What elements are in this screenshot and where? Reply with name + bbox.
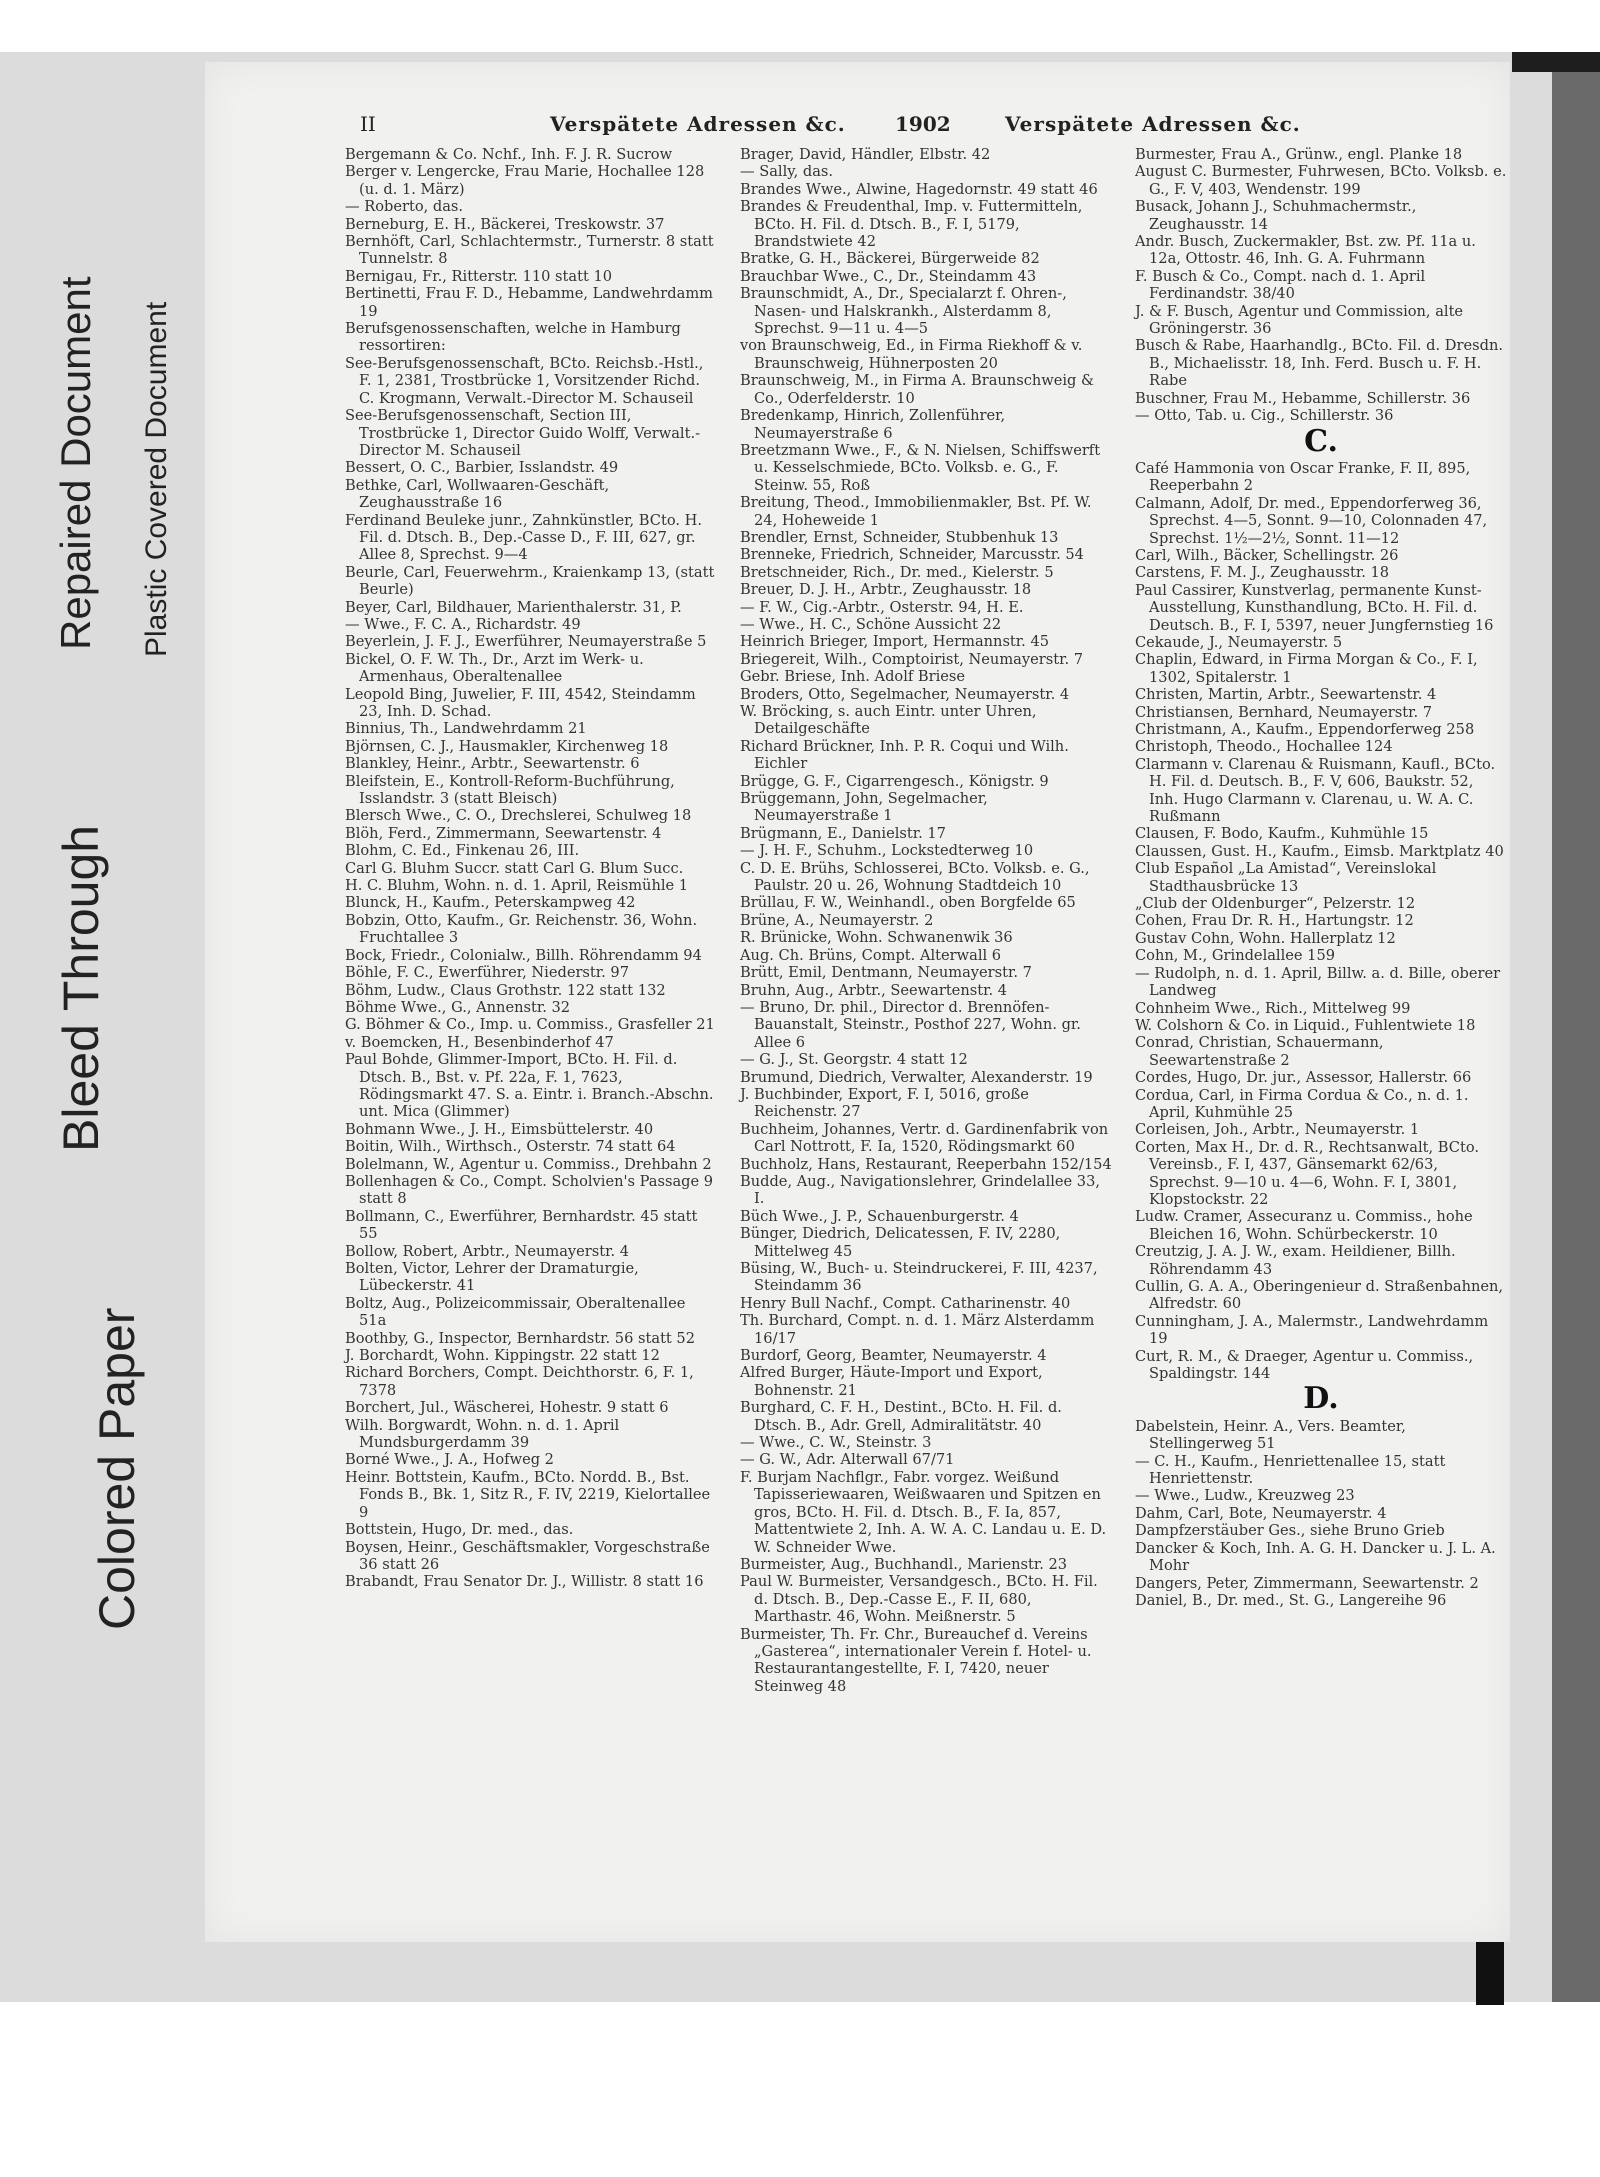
directory-entry: Carstens, F. M. J., Zeughausstr. 18 (1135, 564, 1390, 582)
directory-entry: Christen, Martin, Arbtr., Seewartenstr. 4 (1135, 686, 1437, 704)
directory-entry: Burmester, Frau A., Grünw., engl. Planke 18 (1135, 146, 1463, 163)
directory-entry: Ludw. Cramer, Assecuranz u. Commiss., hohe Bleichen 16, Wohn. Schürbeckerstr. 10 (1135, 1208, 1473, 1243)
directory-entry: Brüne, A., Neumayerstr. 2 (740, 911, 934, 929)
directory-entry: Aug. Ch. Brüns, Compt. Alterwall 6 (740, 946, 1002, 964)
directory-entry: Henry Bull Nachf., Compt. Catharinenstr. 40 (740, 1294, 1071, 1312)
section-heading-d: D. (1303, 1381, 1339, 1417)
directory-entry: Bock, Friedr., Colonialw., Billh. Röhrendamm 94 (345, 946, 702, 964)
directory-entry: Paul Bohde, Glimmer-Import, BCto. H. Fil. d. Dtsch. B., Bst. v. Pf. 22a, F. 1, 7623, Rödingsmarkt 47. S. a. Eintr. i. Branch.-Abschn. unt. Mica (Glimmer) (345, 1051, 714, 1121)
directory-entry: Blersch Wwe., C. O., Drechslerei, Schulweg 18 (345, 807, 692, 825)
column-1 (345, 146, 717, 1591)
header-title-left: Verspätete Adressen &c. (550, 112, 846, 136)
directory-entry: Buchheim, Johannes, Vertr. d. Gardinenfabrik von Carl Nottrott, F. Ia, 1520, Rödingsmarkt 60 (740, 1120, 1109, 1156)
directory-entry: J. Borchardt, Wohn. Kippingstr. 22 statt 12 (345, 1347, 660, 1365)
directory-entry: Brütt, Emil, Dentmann, Neumayerstr. 7 (740, 964, 1032, 982)
directory-entry: Corleisen, Joh., Arbtr., Neumayerstr. 1 (1135, 1121, 1420, 1139)
directory-entry: See-Berufsgenossenschaft, Section III, Trostbrücke 1, Director Guido Wolff, Verwalt.-Director M. Schauseil (345, 407, 701, 459)
directory-entry: Breitung, Theod., Immobilienmakler, Bst. Pf. W. 24, Hoheweide 1 (740, 494, 1092, 529)
directory-entry: Burdorf, Georg, Beamter, Neumayerstr. 4 (740, 1347, 1047, 1365)
directory-entry: Bollow, Robert, Arbtr., Neumayerstr. 4 (345, 1242, 630, 1260)
scan-edge-right (1552, 72, 1600, 2002)
directory-entry: v. Boemcken, H., Besenbinderhof 47 (345, 1033, 614, 1051)
directory-entry: Binnius, Th., Landwehrdamm 21 (345, 720, 587, 738)
label-colored-paper: Colored Paper (89, 1307, 145, 1630)
directory-entry: Berger v. Lengercke, Frau Marie, Hochallee 128 (u. d. 1. März) (345, 163, 705, 198)
directory-entry: Bottstein, Hugo, Dr. med., das. (345, 1521, 574, 1539)
directory-entry: See-Berufsgenossenschaft, BCto. Reichsb.-Hstl., F. 1, 2381, Trostbrücke 1, Vorsitzender Richd. C. Krogmann, Verwalt.-Director M. Schauseil (345, 354, 704, 407)
directory-entry: Büch Wwe., J. P., Schauenburgerstr. 4 (740, 1207, 1019, 1225)
directory-entry: Richard Brückner, Inh. P. R. Coqui und Wilh. Eichler (740, 737, 1069, 773)
directory-entry: Bredenkamp, Hinrich, Zollenführer, Neumayerstraße 6 (740, 407, 1006, 442)
directory-entry: — Wwe., C. W., Steinstr. 3 (740, 1434, 932, 1452)
directory-entry: — C. H., Kaufm., Henriettenallee 15, statt Henriettenstr. (1135, 1452, 1446, 1488)
directory-entry: Cullin, G. A. A., Oberingenieur d. Straßenbahnen, Alfredstr. 60 (1135, 1278, 1504, 1313)
directory-entry: Broders, Otto, Segelmacher, Neumayerstr. 4 (740, 685, 1070, 703)
directory-entry: Beyer, Carl, Bildhauer, Marienthalerstr. 31, P. (345, 598, 682, 616)
directory-entry: F. Burjam Nachflgr., Fabr. vorgez. Weißund Tapisseriewaaren, Weißwaaren und Spitzen en gros, BCto. H. Fil. d. Dtsch. B., F. Ia, 857, Mattentwiete 2, Inh. A. W. A. C. Landau u. E. D. W. Schneider Wwe. (740, 1468, 1107, 1556)
directory-entry: Cohnheim Wwe., Rich., Mittelweg 99 (1135, 999, 1411, 1017)
column-2 (740, 146, 1112, 1695)
directory-entry: Beurle, Carl, Feuerwehrm., Kraienkamp 13, (statt Beurle) (345, 563, 715, 599)
directory-entry: Corten, Max H., Dr. d. R., Rechtsanwalt, BCto. Vereinsb., F. I, 437, Gänsemarkt 62/63, Sprechst. 9—10 u. 4—6, Wohn. F. I, 3801, Klopstockstr. 22 (1135, 1138, 1479, 1208)
directory-entry: — F. W., Cig.-Arbtr., Osterstr. 94, H. E. (740, 598, 1024, 616)
directory-entry: Bobzin, Otto, Kaufm., Gr. Reichenstr. 36, Wohn. Fruchtallee 3 (345, 911, 698, 947)
document-page (205, 62, 1510, 1942)
directory-entry: — Bruno, Dr. phil., Director d. Brennöfen-Bauanstalt, Steinstr., Posthof 227, Wohn. gr. Allee 6 (740, 998, 1081, 1051)
label-repaired-document: Repaired Document (52, 276, 99, 650)
directory-entry: Brauchbar Wwe., C., Dr., Steindamm 43 (740, 267, 1037, 285)
directory-entry: Dabelstein, Heinr. A., Vers. Beamter, Stellingerweg 51 (1135, 1417, 1406, 1453)
directory-entry: — Sally, das. (740, 163, 834, 181)
directory-entry: Böhm, Ludw., Claus Grothstr. 122 statt 132 (345, 981, 666, 999)
directory-entry: Bünger, Diedrich, Delicatessen, F. IV, 2280, Mittelweg 45 (740, 1225, 1061, 1260)
directory-entry: C. D. E. Brühs, Schlosserei, BCto. Volksb. e. G., Paulstr. 20 u. 26, Wohnung Stadtdeich 10 (740, 859, 1090, 895)
directory-entry: Club Español „La Amistad“, Vereinslokal Stadthausbrücke 13 (1135, 860, 1437, 895)
directory-entry: Heinr. Bottstein, Kaufm., BCto. Nordd. B., Bst. Fonds B., Bk. 1, Sitz R., F. IV, 2219, Kielortallee 9 (345, 1468, 711, 1521)
directory-entry: Brandes & Freudenthal, Imp. v. Futtermitteln, BCto. H. Fil. d. Dtsch. B., F. I, 5179, Brandstwiete 42 (740, 198, 1083, 251)
directory-entry: Chaplin, Edward, in Firma Morgan & Co., F. I, 1302, Spitalerstr. 1 (1135, 651, 1478, 686)
directory-entry: J. Buchbinder, Export, F. I, 5016, große Reichenstr. 27 (740, 1085, 1029, 1121)
directory-entry: Dahm, Carl, Bote, Neumayerstr. 4 (1135, 1504, 1387, 1522)
directory-entry: — G. W., Adr. Alterwall 67/71 (740, 1451, 955, 1469)
column-3-b-entries (1135, 146, 1507, 425)
directory-entry: Bretschneider, Rich., Dr. med., Kielerstr. 5 (740, 563, 1054, 581)
directory-entry: Bollmann, C., Ewerführer, Bernhardstr. 45 statt 55 (345, 1207, 698, 1243)
directory-entry: Carl, Wilh., Bäcker, Schellingstr. 26 (1135, 546, 1399, 564)
label-bleed-through: Bleed Through (53, 824, 109, 1152)
directory-entry: Wilh. Borgwardt, Wohn. n. d. 1. April Mundsburgerdamm 39 (345, 1416, 620, 1452)
directory-entry: Björnsen, C. J., Hausmakler, Kirchenweg 18 (345, 737, 669, 755)
directory-entry: Heinrich Brieger, Import, Hermannstr. 45 (740, 633, 1050, 651)
directory-entry: Christiansen, Bernhard, Neumayerstr. 7 (1135, 703, 1433, 721)
directory-entry: Blohm, C. Ed., Finkenau 26, III. (345, 842, 580, 860)
column-3 (1135, 146, 1507, 1609)
directory-entry: Richard Borchers, Compt. Deichthorstr. 6, F. 1, 7378 (345, 1364, 694, 1399)
directory-entry: Bolten, Victor, Lehrer der Dramaturgie, Lübeckerstr. 41 (345, 1260, 639, 1295)
directory-entry: Bollenhagen & Co., Compt. Scholvien's Passage 9 statt 8 (345, 1172, 714, 1208)
directory-entry: Bessert, O. C., Barbier, Isslandstr. 49 (345, 459, 619, 477)
directory-entry: Berufsgenossenschaften, welche in Hamburg ressortiren: (345, 320, 681, 355)
directory-entry: Leopold Bing, Juwelier, F. III, 4542, Steindamm 23, Inh. D. Schad. (345, 685, 696, 720)
directory-entry: August C. Burmester, Fuhrwesen, BCto. Volksb. e. G., F. V, 403, Wendenstr. 199 (1135, 163, 1507, 198)
directory-entry: Alfred Burger, Häute-Import und Export, Bohnenstr. 21 (740, 1364, 1043, 1399)
directory-entry: Budde, Aug., Navigationslehrer, Grindelallee 33, I. (740, 1172, 1101, 1208)
directory-entry: Breetzmann Wwe., F., & N. Nielsen, Schiffswerft u. Kesselschmiede, BCto. Volksb. e. G., F. Steinw. 55, Roß (740, 441, 1101, 494)
label-plastic-covered-document: Plastic Covered Document (140, 301, 173, 657)
directory-entry: Böhme Wwe., G., Annenstr. 32 (345, 998, 571, 1016)
directory-entry: — Wwe., H. C., Schöne Aussicht 22 (740, 615, 1002, 633)
bottom-margin (0, 2002, 1600, 2177)
directory-entry: Dangers, Peter, Zimmermann, Seewartenstr. 2 (1135, 1574, 1479, 1592)
directory-entry: Boothby, G., Inspector, Bernhardstr. 56 statt 52 (345, 1329, 696, 1347)
directory-entry: G. Böhmer & Co., Imp. u. Commiss., Grasfeller 21 (345, 1016, 715, 1034)
directory-entry: Calmann, Adolf, Dr. med., Eppendorferweg 36, Sprechst. 4—5, Sonnt. 9—10, Colonnaden 47, Sprechst. 1½—2½, Sonnt. 11—12 (1135, 494, 1488, 547)
directory-entry: H. C. Bluhm, Wohn. n. d. 1. April, Reismühle 1 (345, 877, 689, 895)
directory-entry: — Wwe., Ludw., Kreuzweg 23 (1135, 1487, 1355, 1505)
directory-entry: Andr. Busch, Zuckermakler, Bst. zw. Pf. 11a u. 12a, Ottostr. 46, Inh. G. A. Fuhrmann (1135, 233, 1476, 268)
directory-entry: — G. J., St. Georgstr. 4 statt 12 (740, 1051, 968, 1069)
directory-entry: Blankley, Heinr., Arbtr., Seewartenstr. 6 (345, 755, 640, 773)
directory-entry: Beyerlein, J. F. J., Ewerführer, Neumayerstraße 5 (345, 633, 707, 651)
directory-entry: R. Brünicke, Wohn. Schwanenwik 36 (740, 929, 1013, 947)
directory-entry: Cordes, Hugo, Dr. jur., Assessor, Hallerstr. 66 (1135, 1069, 1472, 1087)
directory-entry: Brüllau, F. W., Weinhandl., oben Borgfelde 65 (740, 894, 1076, 912)
directory-entry: Curt, R. M., & Draeger, Agentur u. Commiss., Spaldingstr. 144 (1135, 1347, 1474, 1383)
directory-entry: Breuer, D. J. H., Arbtr., Zeughausstr. 18 (740, 581, 1032, 599)
directory-entry: Cordua, Carl, in Firma Cordua & Co., n. d. 1. April, Kuhmühle 25 (1135, 1086, 1469, 1121)
directory-entry: Bickel, O. F. W. Th., Dr., Arzt im Werk- u. Armenhaus, Oberaltenallee (345, 650, 644, 686)
section-heading-c: C. (1304, 423, 1338, 459)
directory-entry: Bohmann Wwe., J. H., Eimsbüttelerstr. 40 (345, 1120, 654, 1138)
directory-entry: Burghard, C. F. H., Destint., BCto. H. Fil. d. Dtsch. B., Adr. Grell, Admiralitätstr. 40 (740, 1399, 1062, 1434)
directory-entry: Borné Wwe., J. A., Hofweg 2 (345, 1451, 554, 1469)
directory-entry: Blöh, Ferd., Zimmermann, Seewartenstr. 4 (345, 824, 662, 842)
directory-entry: Borchert, Jul., Wäscherei, Hohestr. 9 statt 6 (345, 1399, 669, 1417)
directory-entry: Boitin, Wilh., Wirthsch., Osterstr. 74 statt 64 (345, 1138, 676, 1156)
directory-entry: — Rudolph, n. d. 1. April, Billw. a. d. Bille, oberer Landweg (1135, 964, 1501, 1000)
directory-entry: Boysen, Heinr., Geschäftsmakler, Vorgeschstraße 36 statt 26 (345, 1538, 710, 1573)
directory-entry: „Club der Oldenburger“, Pelzerstr. 12 (1135, 895, 1416, 913)
directory-entry: Café Hammonia von Oscar Franke, F. II, 895, Reeperbahn 2 (1135, 459, 1471, 495)
directory-entry: Brendler, Ernst, Schneider, Stubbenhuk 13 (740, 528, 1059, 546)
directory-entry: Brandes Wwe., Alwine, Hagedornstr. 49 statt 46 (740, 180, 1098, 198)
directory-entry: Cekaude, J., Neumayerstr. 5 (1135, 633, 1343, 651)
directory-entry: — Otto, Tab. u. Cig., Schillerstr. 36 (1135, 407, 1394, 425)
directory-entry: Daniel, B., Dr. med., St. G., Langereihe 96 (1135, 1591, 1447, 1609)
directory-entry: Christmann, A., Kaufm., Eppendorferweg 258 (1135, 721, 1475, 738)
directory-entry: Buchholz, Hans, Restaurant, Reeperbahn 152/154 (740, 1155, 1112, 1173)
page-number: II (360, 112, 376, 136)
directory-entry: Cohn, M., Grindelallee 159 (1135, 947, 1336, 965)
directory-entry: Büsing, W., Buch- u. Steindruckerei, F. III, 4237, Steindamm 36 (740, 1260, 1098, 1295)
directory-entry: Busack, Johann J., Schuhmachermstr., Zeughausstr. 14 (1135, 198, 1417, 233)
directory-entry: Bertinetti, Frau F. D., Hebamme, Landwehrdamm 19 (345, 285, 713, 320)
directory-entry: Burmeister, Aug., Buchhandl., Marienstr. 23 (740, 1555, 1068, 1573)
directory-entry: Paul W. Burmeister, Versandgesch., BCto. H. Fil. d. Dtsch. B., Dep.-Casse E., F. II, 680, Marthastr. 46, Wohn. Meißnerstr. 5 (740, 1573, 1098, 1626)
scan-edge-top (1512, 52, 1600, 72)
directory-entry: Paul Cassirer, Kunstverlag, permanente Kunst-Ausstellung, Kunsthandlung, BCto. H. Fil. d. Deutsch. B., F. I, 5397, neuer Jungfernstieg 16 (1135, 581, 1494, 634)
page-header (205, 108, 1510, 146)
directory-entry: Brumund, Diedrich, Verwalter, Alexanderstr. 19 (740, 1068, 1093, 1086)
directory-entry: Brügge, G. F., Cigarrengesch., Königstr. 9 (740, 772, 1049, 790)
directory-entry: Buschner, Frau M., Hebamme, Schillerstr. 36 (1135, 389, 1471, 407)
directory-entry: Conrad, Christian, Schauermann, Seewartenstraße 2 (1135, 1034, 1384, 1069)
directory-entry: Bergemann & Co. Nchf., Inh. F. J. R. Sucrow (345, 146, 673, 163)
column-3-c-entries (1135, 460, 1507, 1383)
directory-entry: von Braunschweig, Ed., in Firma Riekhoff & v. Braunschweig, Hühnerposten 20 (740, 337, 1083, 372)
directory-entry: — J. H. F., Schuhm., Lockstedterweg 10 (740, 842, 1034, 860)
directory-entry: Clarmann v. Clarenau & Ruismann, Kaufl., BCto. H. Fil. d. Deutsch. B., F. V, 606, Baukstr. 52, Inh. Hugo Clarmann v. Clarenau, u. W. A. C. Rußmann (1135, 755, 1496, 826)
directory-entry: Christoph, Theodo., Hochallee 124 (1135, 738, 1393, 756)
directory-entry: — Wwe., F. C. A., Richardstr. 49 (345, 615, 581, 633)
directory-entry: Briegereit, Wilh., Comptoirist, Neumayerstr. 7 (740, 650, 1084, 668)
directory-entry: Clausen, F. Bodo, Kaufm., Kuhmühle 15 (1135, 825, 1429, 843)
directory-entry: W. Colshorn & Co. in Liquid., Fuhlentwiete 18 (1135, 1016, 1476, 1034)
directory-entry: Dampfzerstäuber Ges., siehe Bruno Grieb (1135, 1522, 1445, 1540)
directory-entry: Bruhn, Aug., Arbtr., Seewartenstr. 4 (740, 981, 1008, 999)
directory-entry: Brabandt, Frau Senator Dr. J., Willistr. 8 statt 16 (345, 1573, 704, 1591)
directory-entry: Burmeister, Th. Fr. Chr., Bureauchef d. Vereins „Gasterea“, internationaler Verein f. Hotel- u. Restaurantangestellte, F. I, 7420, neuer Steinweg 48 (740, 1625, 1092, 1695)
directory-entry: Dancker & Koch, Inh. A. G. H. Dancker u. J. L. A. Mohr (1135, 1539, 1496, 1575)
directory-entry: F. Busch & Co., Compt. nach d. 1. April Ferdinandstr. 38/40 (1135, 267, 1426, 303)
directory-entry: Berneburg, E. H., Bäckerei, Treskowstr. 37 (345, 215, 665, 233)
directory-entry: Brügmann, E., Danielstr. 17 (740, 824, 946, 842)
directory-entry: Gebr. Briese, Inh. Adolf Briese (740, 668, 966, 686)
directory-entry: Claussen, Gust. H., Kaufm., Eimsb. Marktplatz 40 (1135, 842, 1504, 860)
directory-entry: J. & F. Busch, Agentur und Commission, alte Gröningerstr. 36 (1135, 302, 1464, 338)
directory-entry: Busch & Rabe, Haarhandlg., BCto. Fil. d. Dresdn. B., Michaelisstr. 18, Inh. Ferd. Busch u. F. H. Rabe (1135, 337, 1503, 390)
directory-entry: Braunschmidt, A., Dr., Specialarzt f. Ohren-, Nasen- und Halskrankh., Alsterdamm 8, Sprechst. 9—11 u. 4—5 (740, 285, 1067, 338)
directory-entry: Gustav Cohn, Wohn. Hallerplatz 12 (1135, 929, 1396, 947)
directory-entry: Carl G. Bluhm Succr. statt Carl G. Blum Succ. (345, 859, 684, 877)
directory-entry: Cunningham, J. A., Malermstr., Landwehrdamm 19 (1135, 1312, 1489, 1348)
directory-entry: Braunschweig, M., in Firma A. Braunschweig & Co., Oderfelderstr. 10 (740, 372, 1095, 407)
directory-entry: Bernigau, Fr., Ritterstr. 110 statt 10 (345, 267, 613, 285)
directory-entry: Böhle, F. C., Ewerführer, Niederstr. 97 (345, 964, 630, 982)
top-margin (0, 0, 1600, 52)
directory-entry: Brüggemann, John, Segelmacher, Neumayerstraße 1 (740, 790, 988, 825)
directory-entry: Bethke, Carl, Wollwaaren-Geschäft, Zeughausstraße 16 (345, 476, 610, 512)
directory-entry: Bleifstein, E., Kontroll-Reform-Buchführung, Isslandstr. 3 (statt Bleisch) (345, 772, 675, 808)
directory-entry: Boltz, Aug., Polizeicommissair, Oberaltenallee 51a (345, 1294, 686, 1330)
directory-entry: W. Bröcking, s. auch Eintr. unter Uhren, Detailgeschäfte (740, 703, 1037, 738)
column-3-d-entries (1135, 1418, 1507, 1609)
directory-entry: Brager, David, Händler, Elbstr. 42 (740, 146, 991, 163)
directory-entry: Cohen, Frau Dr. R. H., Hartungstr. 12 (1135, 912, 1414, 930)
directory-entry: Th. Burchard, Compt. n. d. 1. März Alsterdamm 16/17 (740, 1312, 1095, 1347)
header-title-right: Verspätete Adressen &c. (1005, 112, 1301, 136)
directory-entry: Blunck, H., Kaufm., Peterskampweg 42 (345, 894, 636, 912)
directory-entry: Ferdinand Beuleke junr., Zahnkünstler, BCto. H. Fil. d. Dtsch. B., Dep.-Casse D., F. III, 627, gr. Allee 8, Sprechst. 9—4 (345, 511, 703, 564)
annotation-labels (0, 52, 200, 2002)
header-year: 1902 (895, 112, 951, 136)
directory-entry: Bratke, G. H., Bäckerei, Bürgerweide 82 (740, 250, 1040, 268)
directory-entry: Creutzig, J. A. J. W., exam. Heildiener, Billh. Röhrendamm 43 (1135, 1243, 1456, 1278)
directory-entry: Bernhöft, Carl, Schlachtermstr., Turnerstr. 8 statt Tunnelstr. 8 (345, 233, 714, 268)
directory-entry: Brenneke, Friedrich, Schneider, Marcusstr. 54 (740, 546, 1084, 564)
directory-entry: — Roberto, das. (345, 198, 464, 216)
directory-entry: Bolelmann, W., Agentur u. Commiss., Drehbahn 2 (345, 1155, 712, 1173)
